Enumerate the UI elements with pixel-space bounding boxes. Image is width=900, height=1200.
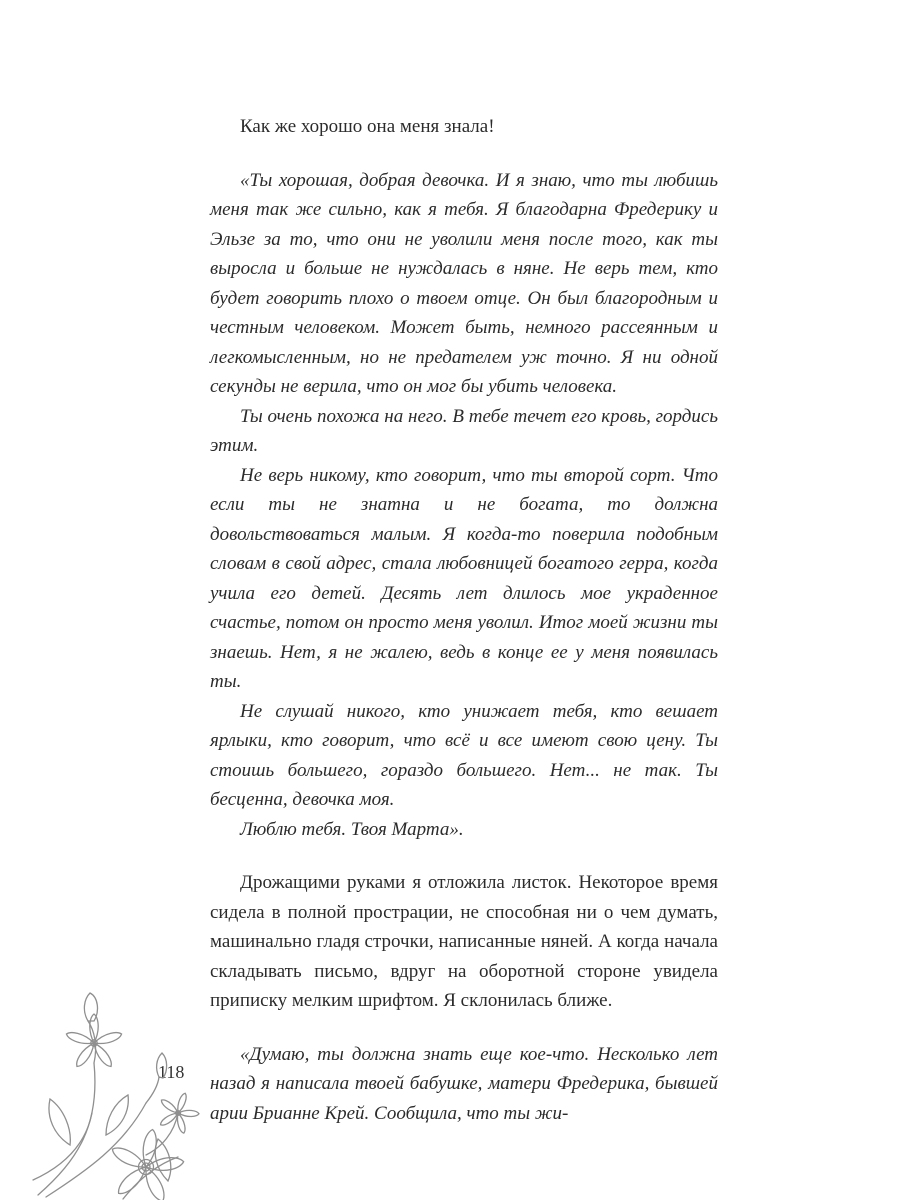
narration-paragraph: Дрожащими руками я отложила листок. Некоторое время сидела в полной прострации, не способная ни о чем думать, машинально гладя строчки, написанные няней. А когда начала складывать письмо, вдруг на оборотной стороне увидела приписку мелким шрифтом. Я склонилась ближе. — [210, 872, 718, 1011]
letter-paragraph: Не слушай никого, кто унижает тебя, кто вешает ярлыки, кто говорит, что всё и все имеют свою цену. Ты стоишь большего, гораздо большего. Нет... не так. Ты бесценна, девочка моя. — [210, 700, 718, 810]
page-number: 118 — [158, 1062, 185, 1082]
postscript-paragraph: «Думаю, ты должна знать еще кое-что. Несколько лет назад я написала твоей бабушке, матери Фредерика, бывшей арии Брианне Крей. Сообщила, что ты жи- — [210, 1043, 718, 1124]
letter-paragraph: Ты очень похожа на него. В тебе течет его кровь, гордись этим. — [210, 405, 718, 456]
letter-paragraph: Не верь никому, кто говорит, что ты второй сорт. Что если ты не знатна и не богата, то должна довольствоваться малым. Я когда-то поверила подобным словам в свой адрес, стала любовницей богатого герра, когда учила его детей. Десять лет длилось мое украденное счастье, потом он просто меня уволил. Итог моей жизни ты знаешь. Нет, я не жалею, ведь в конце ее у меня появилась ты. — [210, 464, 718, 692]
floral-ornament-icon — [28, 985, 253, 1200]
letter-paragraph: «Ты хорошая, добрая девочка. И я знаю, что ты любишь меня так же сильно, как я тебя. Я благодарна Фредерику и Эльзе за то, что они не уволили меня после того, как ты выросла и больше не нуждалась в няне. Не верь тем, кто будет говорить плохо о твоем отце. Он был благородным и честным человеком. Может быть, немного рассеянным и легкомысленным, но не предателем уж точно. Я ни одной секунды не верила, что он мог бы убить человека. — [210, 169, 718, 397]
narration-line: Как же хорошо она меня знала! — [240, 116, 495, 137]
letter-paragraph: Люблю тебя. Твоя Марта». — [240, 818, 464, 840]
text-block — [210, 112, 718, 1128]
